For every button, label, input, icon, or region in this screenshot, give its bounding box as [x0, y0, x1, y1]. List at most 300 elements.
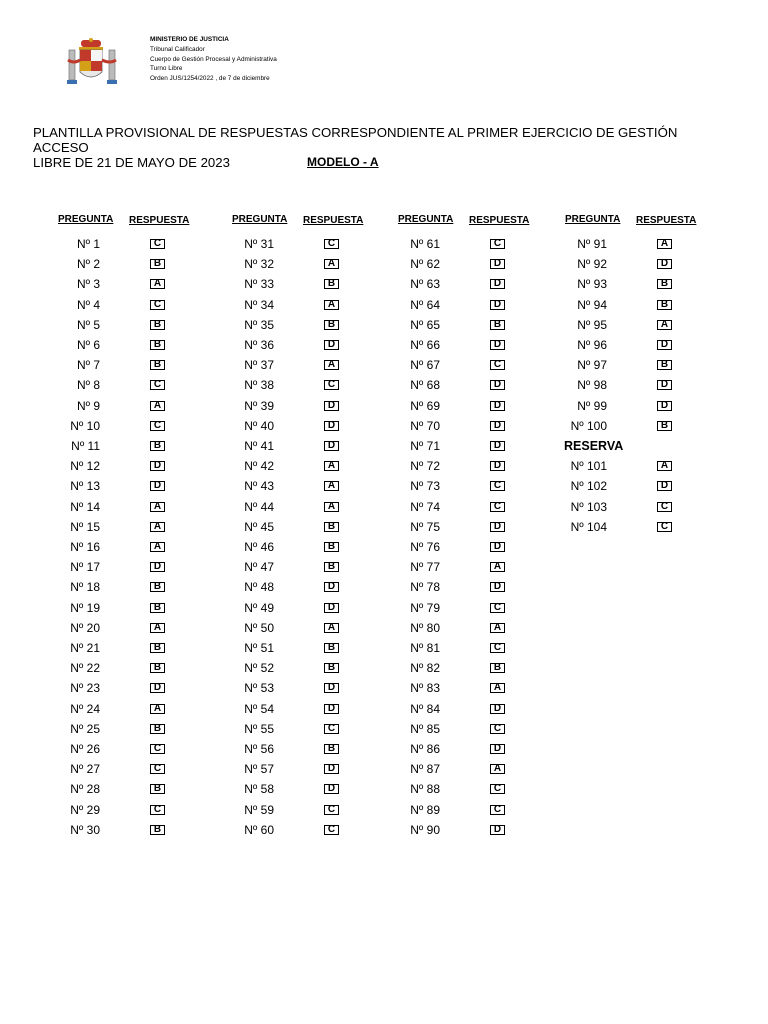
document-title [33, 125, 733, 170]
answer-row [232, 257, 392, 277]
answer-letter: A [490, 683, 505, 693]
answer-letter: A [150, 502, 165, 512]
question-number: Nº 17 [70, 560, 100, 575]
answer-row [232, 742, 392, 762]
answer-letter: D [324, 401, 339, 411]
answer-row [398, 742, 558, 762]
answer-row [232, 378, 392, 398]
question-number: Nº 36 [244, 338, 274, 352]
answer-letter: D [490, 279, 505, 289]
answer-row [398, 762, 558, 782]
question-number: Nº 35 [244, 317, 274, 332]
answer-letter: B [150, 784, 165, 794]
answer-row [398, 580, 558, 600]
question-number: Nº 42 [244, 459, 274, 474]
title-line-1: PLANTILLA PROVISIONAL DE RESPUESTAS CORRESPONDIENTE AL PRIMER EJERCICIO DE GESTIÓN ACCESO [33, 125, 678, 155]
question-number: Nº 58 [244, 782, 274, 797]
answer-row [58, 601, 218, 621]
answer-letter: D [324, 421, 339, 431]
answer-letter: D [324, 582, 339, 592]
pregunta-header: PREGUNTA [565, 214, 621, 225]
answer-letter: B [150, 441, 165, 451]
answer-letter: D [324, 784, 339, 794]
answer-letter: B [324, 744, 339, 754]
answer-letter: D [657, 380, 672, 390]
answer-row [232, 500, 392, 520]
reserva-label: RESERVA [564, 439, 624, 453]
answer-letter: D [324, 764, 339, 774]
answer-row [232, 439, 392, 459]
answer-row [58, 580, 218, 600]
title-line-2: LIBRE DE 21 DE MAYO DE 2023 [33, 155, 230, 170]
question-number: Nº 1 [76, 237, 100, 251]
question-number: Nº 40 [244, 418, 274, 433]
answer-row [565, 257, 725, 277]
answer-row [58, 500, 218, 520]
answer-row [232, 540, 392, 560]
answer-letter: A [657, 461, 672, 471]
question-number: Nº 6 [76, 338, 100, 352]
question-number: Nº 31 [244, 237, 274, 251]
question-number: Nº 4 [76, 297, 100, 312]
answer-letter: C [324, 724, 339, 734]
turno-line: Turno Libre [150, 65, 183, 73]
answer-row [398, 803, 558, 823]
question-number: Nº 24 [70, 701, 100, 716]
answer-letter: D [657, 401, 672, 411]
answer-row [398, 277, 558, 297]
answer-letter: B [657, 279, 672, 289]
question-number: Nº 96 [577, 338, 607, 352]
question-number: Nº 75 [410, 519, 440, 534]
answer-letter: C [324, 805, 339, 815]
respuesta-header: RESPUESTA [303, 215, 364, 226]
question-number: Nº 85 [410, 721, 440, 736]
answer-row [58, 257, 218, 277]
answer-letter: D [490, 522, 505, 532]
question-number: Nº 28 [70, 782, 100, 797]
answer-letter: C [490, 502, 505, 512]
answer-row [58, 641, 218, 661]
answer-letter: D [657, 259, 672, 269]
answer-letter: C [490, 784, 505, 794]
question-number: Nº 99 [577, 398, 607, 413]
question-number: Nº 7 [76, 358, 100, 373]
question-number: Nº 93 [577, 277, 607, 292]
answer-row [232, 621, 392, 641]
question-number: Nº 51 [244, 641, 274, 655]
question-number: Nº 76 [410, 540, 440, 554]
answer-letter: D [490, 421, 505, 431]
question-number: Nº 55 [244, 721, 274, 736]
answer-letter: B [324, 643, 339, 653]
answer-letter: B [150, 582, 165, 592]
answer-row [565, 237, 725, 257]
answer-row [398, 479, 558, 499]
question-number: Nº 50 [244, 620, 274, 635]
answer-letter: C [150, 300, 165, 310]
answer-letter: C [657, 522, 672, 532]
question-number: Nº 78 [410, 580, 440, 595]
answer-row [398, 237, 558, 257]
question-number: Nº 43 [244, 479, 274, 494]
issuer-header [150, 35, 277, 84]
answer-row [398, 500, 558, 520]
question-number: Nº 21 [70, 641, 100, 655]
answer-row [232, 338, 392, 358]
question-number: Nº 72 [410, 459, 440, 474]
question-number: Nº 82 [410, 661, 440, 676]
question-number: Nº 80 [410, 620, 440, 635]
answer-letter: C [324, 380, 339, 390]
answer-letter: B [490, 663, 505, 673]
answer-letter: C [490, 724, 505, 734]
answer-letter: C [150, 380, 165, 390]
question-number: Nº 71 [410, 439, 440, 453]
question-number: Nº 44 [244, 499, 274, 514]
question-number: Nº 61 [410, 237, 440, 251]
answer-row [398, 338, 558, 358]
answer-letter: B [657, 421, 672, 431]
question-number: Nº 48 [244, 580, 274, 595]
answer-letter: C [490, 643, 505, 653]
question-number: Nº 56 [244, 742, 274, 756]
answer-letter: D [490, 461, 505, 471]
answer-row [232, 823, 392, 843]
answer-letter: D [657, 481, 672, 491]
answer-letter: C [490, 603, 505, 613]
answer-row [232, 419, 392, 439]
answer-row [58, 621, 218, 641]
answer-row [565, 277, 725, 297]
pregunta-header: PREGUNTA [58, 214, 114, 225]
answer-row [398, 540, 558, 560]
answer-row [398, 439, 558, 459]
answer-row [58, 459, 218, 479]
answer-letter: A [150, 623, 165, 633]
answer-row [565, 500, 725, 520]
question-number: Nº 83 [410, 681, 440, 696]
answer-row [232, 580, 392, 600]
question-number: Nº 89 [410, 802, 440, 817]
answer-row [565, 338, 725, 358]
answer-letter: D [490, 825, 505, 835]
answer-row [232, 762, 392, 782]
question-number: Nº 32 [244, 257, 274, 272]
question-number: Nº 20 [70, 620, 100, 635]
answer-letter: A [150, 704, 165, 714]
answer-letter: D [490, 340, 505, 350]
answer-row [232, 277, 392, 297]
answer-letter: C [490, 360, 505, 370]
answer-letter: B [324, 542, 339, 552]
answer-letter: B [490, 320, 505, 330]
answer-row [58, 439, 218, 459]
pregunta-header: PREGUNTA [398, 214, 454, 225]
question-number: Nº 57 [244, 762, 274, 777]
answer-row [398, 378, 558, 398]
answer-letter: B [324, 522, 339, 532]
answer-row [58, 823, 218, 843]
question-number: Nº 22 [70, 661, 100, 676]
question-number: Nº 69 [410, 398, 440, 413]
answer-letter: D [490, 300, 505, 310]
question-number: Nº 90 [410, 822, 440, 837]
answer-row [58, 560, 218, 580]
question-number: Nº 63 [410, 277, 440, 292]
answer-row [232, 722, 392, 742]
answer-letter: C [150, 805, 165, 815]
answer-row [398, 560, 558, 580]
answer-row [398, 681, 558, 701]
answer-letter: C [150, 421, 165, 431]
answer-letter: B [150, 340, 165, 350]
answer-row [58, 277, 218, 297]
answer-row [398, 621, 558, 641]
pregunta-header: PREGUNTA [232, 214, 288, 225]
answer-row [398, 520, 558, 540]
answer-letter: C [150, 239, 165, 249]
answer-letter: D [324, 340, 339, 350]
question-number: Nº 29 [70, 802, 100, 817]
answer-letter: D [490, 259, 505, 269]
answer-row [232, 520, 392, 540]
answer-row [232, 237, 392, 257]
answer-row [398, 318, 558, 338]
answer-row [58, 419, 218, 439]
answer-letter: A [150, 279, 165, 289]
question-number: Nº 16 [70, 540, 100, 554]
answer-letter: B [324, 279, 339, 289]
orden-line: Orden JUS/1254/2022 , de 7 de diciembre [150, 75, 270, 83]
question-number: Nº 38 [244, 378, 274, 393]
answer-row [58, 338, 218, 358]
answer-letter: D [490, 704, 505, 714]
answer-row [398, 601, 558, 621]
answer-letter: C [490, 481, 505, 491]
answer-letter: D [150, 562, 165, 572]
answer-letter: D [490, 582, 505, 592]
question-number: Nº 9 [76, 398, 100, 413]
question-number: Nº 41 [244, 439, 274, 453]
cuerpo-line: Cuerpo de Gestión Procesal y Administrativa [150, 55, 277, 63]
answer-row [398, 782, 558, 802]
answer-letter: A [150, 401, 165, 411]
answer-row [232, 782, 392, 802]
tribunal-line: Tribunal Calificador [150, 45, 205, 53]
answer-letter: D [150, 461, 165, 471]
answer-row [58, 237, 218, 257]
answer-letter: D [490, 401, 505, 411]
answer-letter: A [324, 461, 339, 471]
question-number: Nº 49 [244, 600, 274, 615]
question-number: Nº 97 [577, 358, 607, 373]
question-number: Nº 45 [244, 519, 274, 534]
question-number: Nº 74 [410, 499, 440, 514]
answer-row [232, 298, 392, 318]
answer-row [565, 298, 725, 318]
respuesta-header: RESPUESTA [636, 215, 697, 226]
answer-row [398, 419, 558, 439]
answer-letter: B [150, 724, 165, 734]
answer-letter: C [490, 239, 505, 249]
answer-row [58, 722, 218, 742]
answer-row [232, 459, 392, 479]
answer-row [58, 520, 218, 540]
answer-letter: A [324, 502, 339, 512]
ministry-name: MINISTERIO DE JUSTICIA [150, 36, 229, 43]
question-number: Nº 46 [244, 540, 274, 554]
answer-row [232, 702, 392, 722]
question-number: Nº 79 [410, 600, 440, 615]
answer-row [232, 681, 392, 701]
answer-letter: C [150, 744, 165, 754]
answer-row [398, 257, 558, 277]
answer-row [58, 661, 218, 681]
answer-letter: B [657, 300, 672, 310]
answer-letter: B [150, 603, 165, 613]
answer-row [232, 601, 392, 621]
answer-row [565, 419, 725, 439]
question-number: Nº 18 [70, 580, 100, 595]
answer-row [565, 399, 725, 419]
question-number: Nº 81 [410, 641, 440, 655]
answer-row [565, 459, 725, 479]
answer-row [565, 378, 725, 398]
answer-letter: C [324, 239, 339, 249]
question-number: Nº 102 [570, 479, 607, 494]
answer-row [565, 358, 725, 378]
question-number: Nº 2 [76, 257, 100, 272]
answer-letter: C [150, 764, 165, 774]
answer-letter: A [657, 239, 672, 249]
answer-letter: D [324, 683, 339, 693]
answer-row [398, 702, 558, 722]
answer-letter: D [150, 683, 165, 693]
answer-letter: B [657, 360, 672, 370]
answer-letter: A [150, 522, 165, 532]
answer-letter: D [324, 441, 339, 451]
question-number: Nº 19 [70, 600, 100, 615]
answer-row [58, 318, 218, 338]
answer-row [58, 540, 218, 560]
question-number: Nº 33 [244, 277, 274, 292]
answer-letter: D [490, 441, 505, 451]
answer-letter: B [150, 643, 165, 653]
answer-row [565, 520, 725, 540]
question-number: Nº 14 [70, 499, 100, 514]
question-number: Nº 86 [410, 742, 440, 756]
answer-row [58, 702, 218, 722]
answer-letter: A [324, 360, 339, 370]
question-number: Nº 70 [410, 418, 440, 433]
answer-letter: A [150, 542, 165, 552]
question-number: Nº 60 [244, 822, 274, 837]
question-number: Nº 13 [70, 479, 100, 494]
answer-row [58, 298, 218, 318]
question-number: Nº 92 [577, 257, 607, 272]
question-number: Nº 95 [577, 317, 607, 332]
question-number: Nº 34 [244, 297, 274, 312]
question-number: Nº 77 [410, 560, 440, 575]
answer-row [232, 318, 392, 338]
modelo-label: MODELO - A [307, 155, 379, 169]
answer-letter: B [150, 663, 165, 673]
question-number: Nº 87 [410, 762, 440, 777]
question-number: Nº 59 [244, 802, 274, 817]
question-number: Nº 54 [244, 701, 274, 716]
answer-letter: D [150, 481, 165, 491]
question-number: Nº 62 [410, 257, 440, 272]
question-number: Nº 73 [410, 479, 440, 494]
answer-row [58, 399, 218, 419]
question-number: Nº 68 [410, 378, 440, 393]
question-number: Nº 26 [70, 742, 100, 756]
question-number: Nº 91 [577, 237, 607, 251]
answer-row [232, 661, 392, 681]
question-number: Nº 37 [244, 358, 274, 373]
respuesta-header: RESPUESTA [469, 215, 530, 226]
answer-row [58, 742, 218, 762]
question-number: Nº 103 [570, 499, 607, 514]
answer-row [232, 479, 392, 499]
answer-row [58, 479, 218, 499]
answer-letter: A [324, 623, 339, 633]
answer-letter: C [490, 805, 505, 815]
answer-row [398, 661, 558, 681]
answer-row [398, 823, 558, 843]
answer-letter: D [324, 704, 339, 714]
answer-letter: A [490, 764, 505, 774]
question-number: Nº 52 [244, 661, 274, 676]
question-number: Nº 101 [570, 459, 607, 474]
answer-row [58, 681, 218, 701]
answer-row [398, 298, 558, 318]
answer-letter: D [324, 603, 339, 613]
answer-row [398, 722, 558, 742]
answer-letter: D [490, 744, 505, 754]
answer-letter: A [324, 259, 339, 269]
question-number: Nº 3 [76, 277, 100, 292]
answer-letter: B [150, 360, 165, 370]
question-number: Nº 53 [244, 681, 274, 696]
answer-letter: A [490, 562, 505, 572]
answer-letter: B [150, 320, 165, 330]
question-number: Nº 25 [70, 721, 100, 736]
question-number: Nº 12 [70, 459, 100, 474]
answer-row [232, 560, 392, 580]
answer-row [58, 782, 218, 802]
question-number: Nº 47 [244, 560, 274, 575]
answer-letter: C [324, 825, 339, 835]
question-number: Nº 5 [76, 317, 100, 332]
question-number: Nº 98 [577, 378, 607, 393]
question-number: Nº 15 [70, 519, 100, 534]
question-number: Nº 94 [577, 297, 607, 312]
question-number: Nº 23 [70, 681, 100, 696]
answer-letter: B [150, 825, 165, 835]
question-number: Nº 8 [76, 378, 100, 393]
answer-row [232, 803, 392, 823]
coat-of-arms-logo [66, 38, 118, 90]
answer-row [58, 378, 218, 398]
question-number: Nº 27 [70, 762, 100, 777]
answer-row [58, 762, 218, 782]
answer-letter: B [324, 663, 339, 673]
answer-row [232, 641, 392, 661]
answer-row [58, 803, 218, 823]
answer-letter: B [324, 562, 339, 572]
